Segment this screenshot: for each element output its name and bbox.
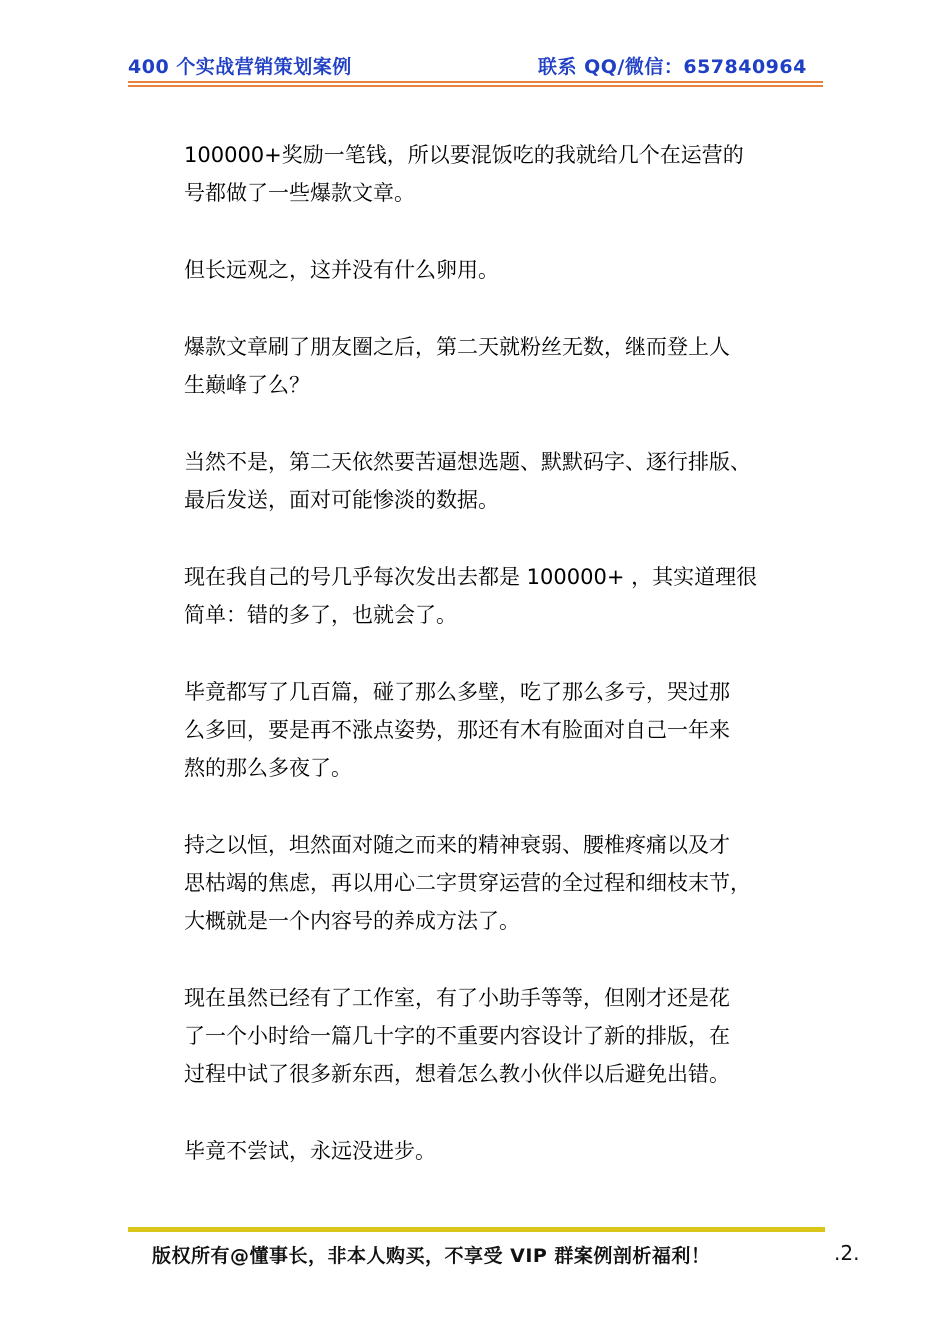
body-paragraph (184, 826, 774, 940)
body-paragraph (184, 558, 774, 634)
paragraph-line: 了一个小时给一篇几十字的不重要内容设计了新的排版，在 (184, 1024, 730, 1048)
footer-divider (128, 1227, 825, 1232)
body-paragraph (184, 673, 774, 787)
paragraph-line: 么多回，要是再不涨点姿势，那还有木有脸面对自己一年来 (184, 718, 730, 742)
header-title: 400 个实战营销策划案例 (128, 56, 352, 78)
paragraph-line: 最后发送，面对可能惨淡的数据。 (184, 488, 499, 512)
paragraph-line: 大概就是一个内容号的养成方法了。 (184, 909, 520, 933)
paragraph-line: 现在虽然已经有了工作室，有了小助手等等，但刚才还是花 (184, 986, 730, 1010)
paragraph-line: 熬的那么多夜了。 (184, 756, 352, 780)
paragraph-line: 号都做了一些爆款文章。 (184, 181, 415, 205)
paragraph-line: 思枯竭的焦虑，再以用心二字贯穿运营的全过程和细枝末节， (184, 871, 751, 895)
header-contact: 联系 QQ/微信：657840964 (538, 56, 807, 78)
paragraph-line: 过程中试了很多新东西，想着怎么教小伙伴以后避免出错。 (184, 1062, 730, 1086)
body-paragraph (184, 251, 774, 289)
body-paragraph (184, 979, 774, 1093)
paragraph-line: 100000+奖励一笔钱，所以要混饭吃的我就给几个在运营的 (184, 143, 744, 167)
paragraph-line: 毕竟不尝试，永远没进步。 (184, 1139, 436, 1163)
page-number: .2. (834, 1241, 860, 1265)
body-content (184, 136, 774, 1209)
paragraph-line: 生巅峰了么？ (184, 373, 310, 397)
header-divider (128, 81, 823, 83)
paragraph-line: 但长远观之，这并没有什么卵用。 (184, 258, 499, 282)
paragraph-line: 持之以恒，坦然面对随之而来的精神衰弱、腰椎疼痛以及才 (184, 833, 730, 857)
body-paragraph (184, 136, 774, 212)
paragraph-line: 简单：错的多了，也就会了。 (184, 603, 457, 627)
header-divider-secondary (128, 85, 823, 87)
footer-copyright: 版权所有@懂事长，非本人购买，不享受 VIP 群案例剖析福利！ (152, 1245, 711, 1267)
body-paragraph (184, 1132, 774, 1170)
paragraph-line: 毕竟都写了几百篇，碰了那么多壁，吃了那么多亏，哭过那 (184, 680, 730, 704)
body-paragraph (184, 328, 774, 404)
body-paragraph (184, 443, 774, 519)
paragraph-line: 爆款文章刷了朋友圈之后，第二天就粉丝无数，继而登上人 (184, 335, 730, 359)
paragraph-line: 当然不是，第二天依然要苦逼想选题、默默码字、逐行排版、 (184, 450, 751, 474)
paragraph-line: 现在我自己的号几乎每次发出去都是 100000+ ，其实道理很 (184, 565, 758, 589)
